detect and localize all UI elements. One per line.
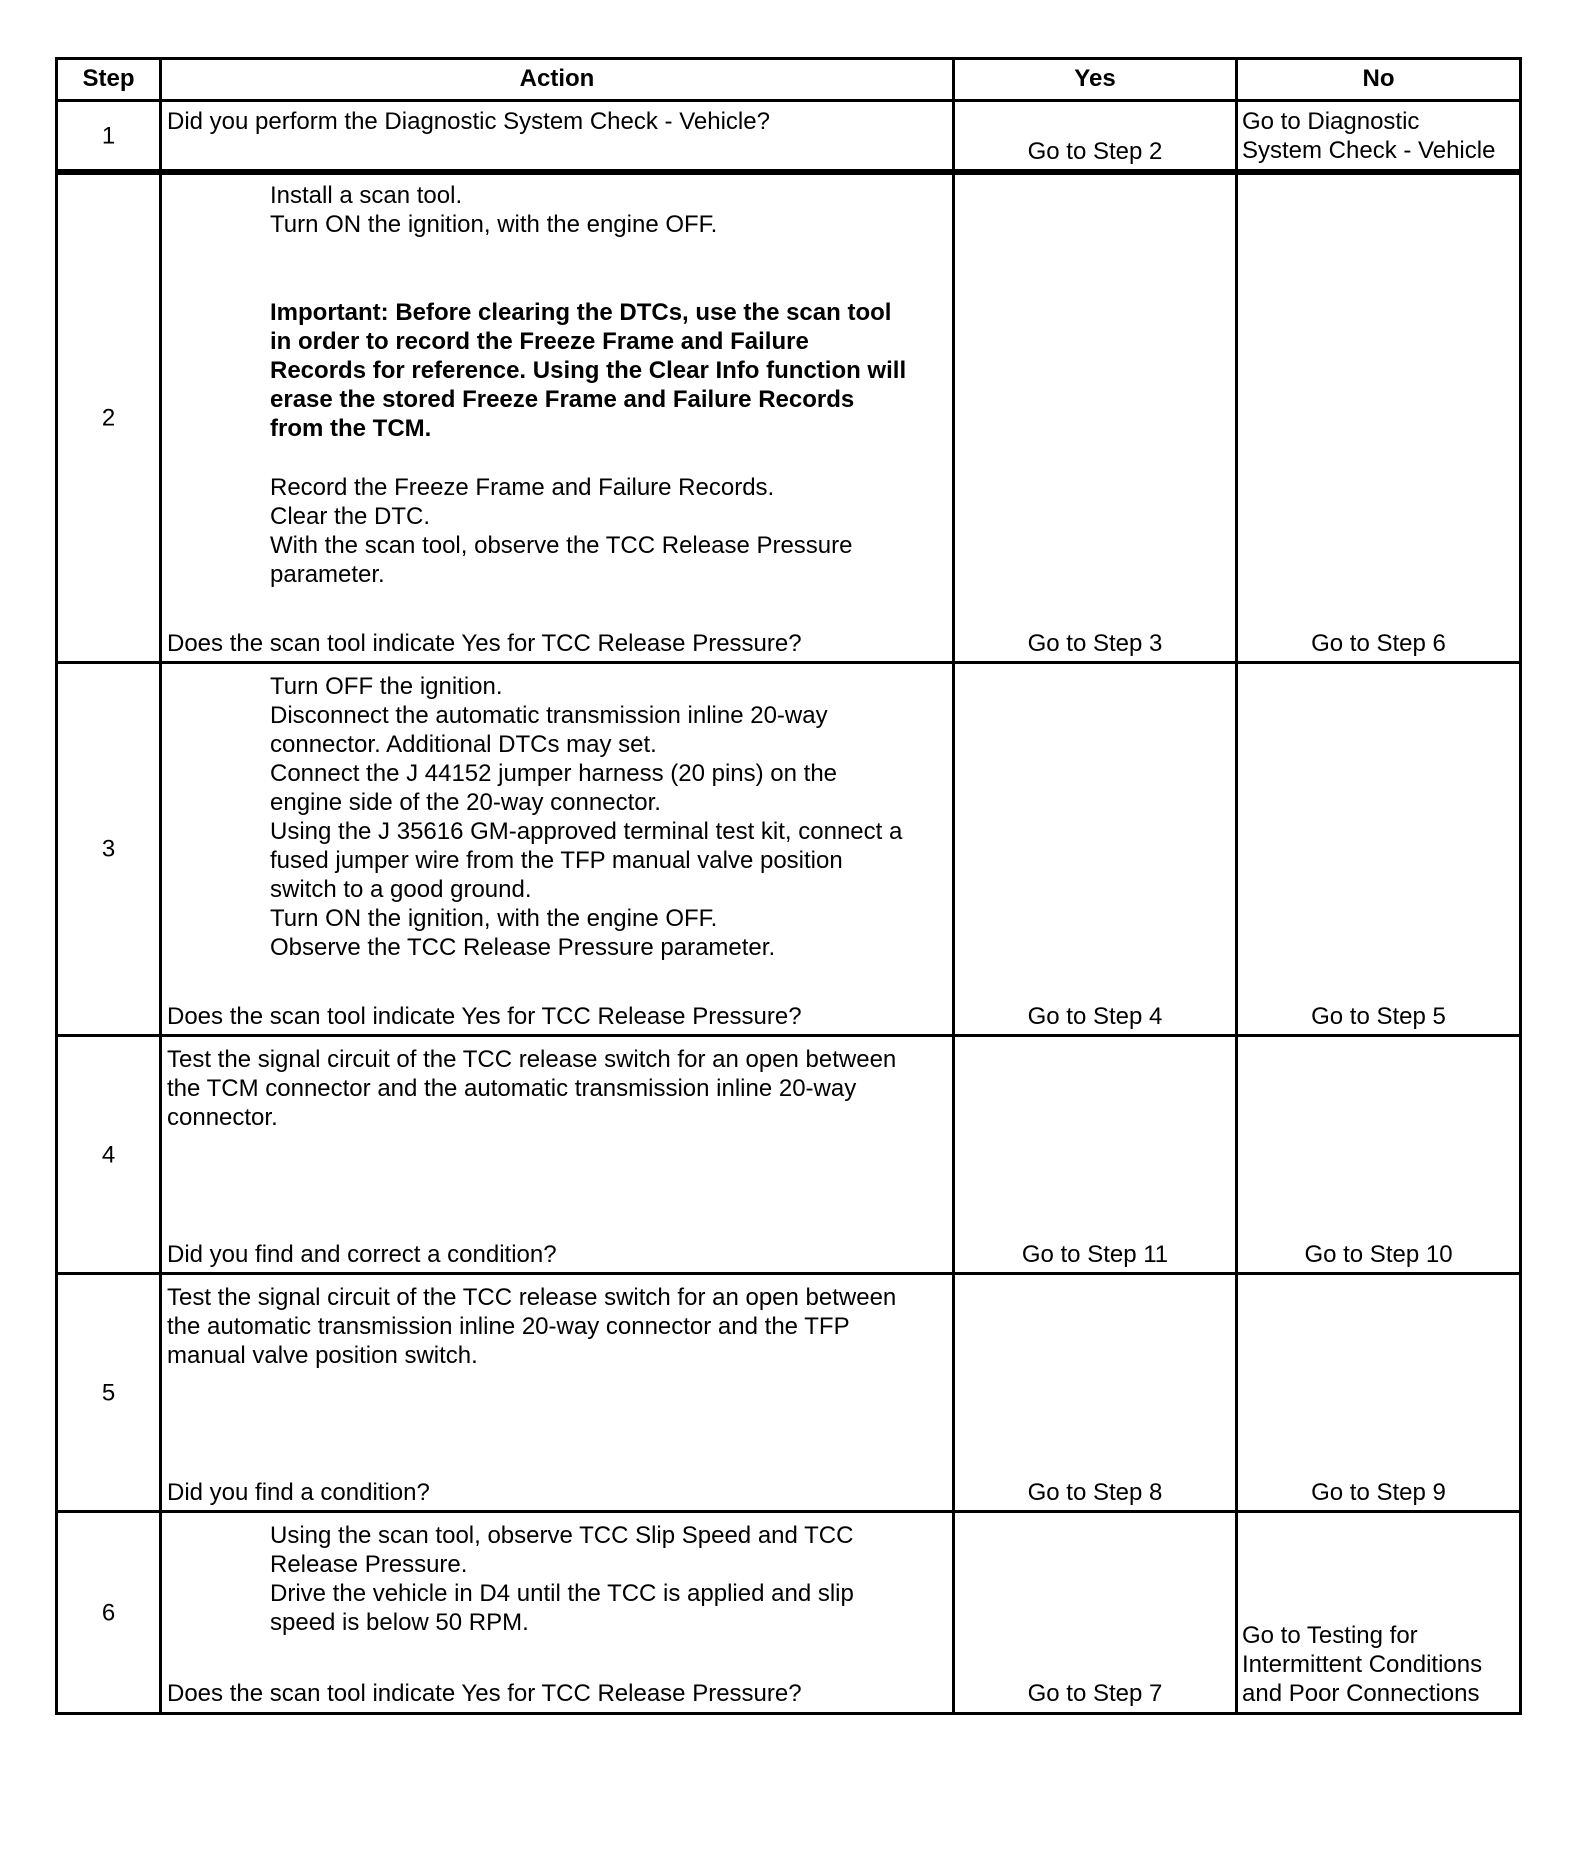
cell-text-line: System Check - Vehicle — [1242, 137, 1496, 164]
cell-text-line: Drive the vehicle in D4 until the TCC is applied and slip — [270, 1580, 854, 1607]
table-row-1-step: 1 — [55, 99, 162, 172]
table-row-5-yes — [952, 1272, 1238, 1513]
cell-text-line: Using the J 35616 GM-approved terminal test kit, connect a — [270, 818, 903, 845]
row-4-question: Did you find and correct a condition? — [167, 1241, 557, 1268]
table-row-2-no — [1235, 172, 1522, 664]
cell-text-line: With the scan tool, observe the TCC Release Pressure — [270, 532, 853, 559]
table-row-5-action — [159, 1272, 955, 1513]
cell-text-line: connector. — [167, 1104, 278, 1131]
header-action: Action — [159, 57, 955, 102]
cell-text-line: parameter. — [270, 561, 385, 588]
table-row-4-yes — [952, 1034, 1238, 1275]
cell-text-line: manual valve position switch. — [167, 1342, 478, 1369]
cell-text-line: the TCM connector and the automatic transmission inline 20-way — [167, 1075, 857, 1102]
header-step: Step — [55, 57, 162, 102]
cell-text-line: Record the Freeze Frame and Failure Records. — [270, 474, 775, 501]
table-row-6-yes — [952, 1510, 1238, 1715]
cell-text-line: in order to record the Freeze Frame and Failure — [270, 328, 809, 355]
cell-text-line: engine side of the 20-way connector. — [270, 789, 661, 816]
table-row-6-no — [1235, 1510, 1522, 1715]
cell-text-line: Test the signal circuit of the TCC release switch for an open between — [167, 1046, 897, 1073]
table-row-6-action — [159, 1510, 955, 1715]
cell-text-line: Go to Step 3 — [1027, 630, 1163, 657]
table-row-5-step: 5 — [55, 1272, 162, 1513]
cell-text-line: switch to a good ground. — [270, 876, 532, 903]
cell-text-line: Turn ON the ignition, with the engine OFF. — [270, 905, 718, 932]
cell-text-line: Connect the J 44152 jumper harness (20 pins) on the — [270, 760, 838, 787]
cell-text-line: Important: Before clearing the DTCs, use the scan tool — [270, 299, 892, 326]
table-row-2-yes — [952, 172, 1238, 664]
table-row-5-no — [1235, 1272, 1522, 1513]
cell-text-line: Intermittent Conditions — [1242, 1651, 1483, 1678]
row-6-question: Does the scan tool indicate Yes for TCC Release Pressure? — [167, 1680, 802, 1707]
cell-text-line: Turn ON the ignition, with the engine OFF. — [270, 211, 718, 238]
cell-text-line: Go to Step 9 — [1311, 1479, 1446, 1506]
cell-text-line: Test the signal circuit of the TCC release switch for an open between — [167, 1284, 897, 1311]
table-row-3-action — [159, 661, 955, 1037]
cell-text-line: Go to Step 8 — [1027, 1479, 1163, 1506]
table-row-3-yes — [952, 661, 1238, 1037]
cell-text-line: Go to Step 10 — [1304, 1241, 1453, 1268]
cell-text-line: Go to Step 2 — [1027, 138, 1163, 165]
cell-text-line: connector. Additional DTCs may set. — [270, 731, 657, 758]
row-2-question: Does the scan tool indicate Yes for TCC Release Pressure? — [167, 630, 802, 657]
cell-text-line: Observe the TCC Release Pressure parameter. — [270, 934, 776, 961]
table-row-2-action — [159, 172, 955, 664]
cell-text-line: Go to Step 11 — [1021, 1241, 1169, 1268]
cell-text-line: speed is below 50 RPM. — [270, 1609, 529, 1636]
cell-text-line: Install a scan tool. — [270, 182, 463, 209]
table-row-4-no — [1235, 1034, 1522, 1275]
cell-text-line: from the TCM. — [270, 415, 432, 442]
table-row-1-no — [1235, 99, 1522, 172]
cell-text-line: Using the scan tool, observe TCC Slip Speed and TCC — [270, 1522, 854, 1549]
cell-text-line: fused jumper wire from the TFP manual valve position — [270, 847, 843, 874]
table-row-1-yes — [952, 99, 1238, 172]
table-row-2-step: 2 — [55, 172, 162, 664]
cell-text-line: Clear the DTC. — [270, 503, 431, 530]
cell-text-line: Go to Testing for — [1242, 1622, 1418, 1649]
cell-text-line: and Poor Connections — [1242, 1680, 1480, 1707]
cell-text-line: erase the stored Freeze Frame and Failure Records — [270, 386, 855, 413]
cell-text-line: Go to Step 5 — [1311, 1003, 1446, 1030]
table-row-1-action — [159, 99, 955, 172]
cell-text-line: Records for reference. Using the Clear Info function will — [270, 357, 907, 384]
table-row-3-no — [1235, 661, 1522, 1037]
cell-text-line: Go to Diagnostic — [1242, 108, 1420, 135]
row-5-question: Did you find a condition? — [167, 1479, 430, 1506]
cell-text-line: Disconnect the automatic transmission inline 20-way — [270, 702, 828, 729]
cell-text-line: Release Pressure. — [270, 1551, 468, 1578]
table-row-3-step: 3 — [55, 661, 162, 1037]
cell-text-line: Go to Step 6 — [1311, 630, 1446, 657]
table-row-4-step: 4 — [55, 1034, 162, 1275]
header-yes: Yes — [952, 57, 1238, 102]
cell-text-line: Go to Step 7 — [1027, 1680, 1163, 1707]
row-3-question: Does the scan tool indicate Yes for TCC Release Pressure? — [167, 1003, 802, 1030]
row-1-question: Did you perform the Diagnostic System Check - Vehicle? — [167, 108, 770, 135]
header-no: No — [1235, 57, 1522, 102]
cell-text-line: Turn OFF the ignition. — [270, 673, 503, 700]
table-row-6-step: 6 — [55, 1510, 162, 1715]
cell-text-line: the automatic transmission inline 20-way connector and the TFP — [167, 1313, 850, 1340]
cell-text-line: Go to Step 4 — [1027, 1003, 1163, 1030]
table-row-4-action — [159, 1034, 955, 1275]
